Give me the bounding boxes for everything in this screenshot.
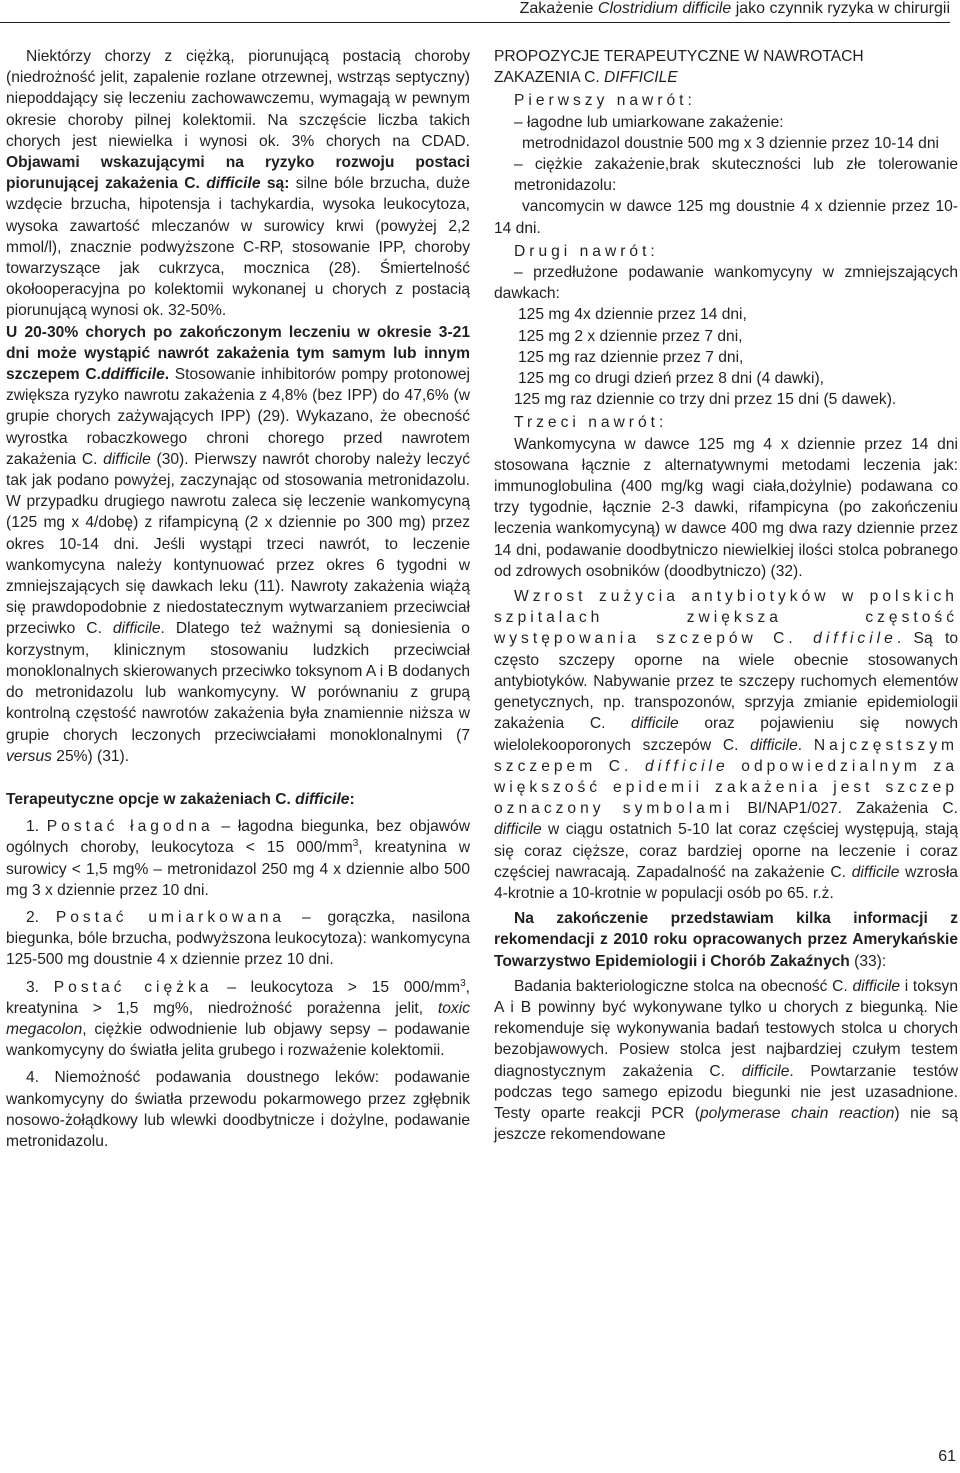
header-title-post: jako czynnik ryzyka w chirurgii xyxy=(731,0,950,17)
subheading-first-relapse xyxy=(494,90,958,111)
text: difficile xyxy=(851,863,900,881)
text: Wzrost zużycia antybiotyków w polskich szpitalach zwiększa częstość występowania szczepów C. xyxy=(494,588,958,648)
text: difficile xyxy=(206,175,261,193)
first-relapse-mild xyxy=(494,112,958,133)
text: difficile xyxy=(103,450,151,468)
list-item-mild xyxy=(6,816,470,901)
text: 125 mg raz dziennie przez 7 dni, xyxy=(518,348,744,366)
text: 3 xyxy=(460,977,466,989)
text: Objawami wskazującymi na ryzyko rozwoju postaci piorunującej zakażenia C. xyxy=(6,154,470,193)
second-relapse-step-last xyxy=(494,389,958,410)
text: difficile xyxy=(852,977,901,995)
text: 125 mg co drugi dzień przez 8 dni (4 dawki), xyxy=(518,370,824,388)
text: DIFFICILE xyxy=(604,69,678,87)
text: . Dlatego też ważnymi są doniesienia o korzystnym, klinicznym stosowaniu ludzkich przeciwciał monoklonalnych skierowanych przeciwko toksynom A i B dodanych do metronidazolu lub wankomycyny. W porównaniu z grupą kontrolną częstość nawrotów zakażenia była znamiennie niższa w grupie chorych leczonych przeciwciałami monoklonalnymi (7 xyxy=(6,620,470,744)
list-item-moderate xyxy=(6,907,470,971)
text: Stosowanie inhibitorów pompy protonowej zwiększa ryzyko nawrotu zakażenia z 4,8% (bez IPP) do 47,6% (w grupie chorych zażywających IPP) (29). Wykazano, że obecność wyrostka robaczkowego chroni chorego przed nawrotem zakażenia C. xyxy=(6,366,470,468)
text: 3. xyxy=(26,978,54,996)
text: 125 mg raz dziennie co trzy dni przez 15 dni (5 dawek). xyxy=(514,391,897,409)
text: – leukocytoza > 15 000/mm xyxy=(212,978,461,996)
text: ) nie są jeszcze rekomendowane xyxy=(494,1104,958,1144)
text: Badania bakteriologiczne stolca na obecność C. xyxy=(514,977,853,995)
text: ZAKAZENIA C. xyxy=(494,69,605,87)
text: Postać umiarkowana xyxy=(55,908,286,926)
page-number: 61 xyxy=(938,1448,956,1465)
text: ddifficile xyxy=(100,366,165,384)
text: 125 mg 4x dziennie przez 14 dni, xyxy=(518,306,747,324)
section-heading-therapy xyxy=(6,789,470,810)
first-relapse-mild-dose xyxy=(494,133,958,154)
text: Wankomycyna w dawce 125 mg 4 x dziennie przez 14 dni stosowana łącznie z alternatywnymi metodami leczenia jak: immunoglobulina (400 mg/kg wagi ciała,dożylnie) podawana co trzy tygodnie, łącznie 2-3 dawki, rifampicyna (po zakończeniu leczenia wankomycyną) w dawce 400 mg dwa razy dziennie przez 14 dni, podawanie doodbytniczo niewielkiej ilości stolca pobranego od zdrowych osobników (doodbytniczo) (32). xyxy=(494,435,958,580)
second-relapse-step xyxy=(494,368,958,389)
paragraph-antibiotic-use xyxy=(494,586,958,904)
text: Postać ciężka xyxy=(53,978,213,996)
text: difficile xyxy=(295,790,350,808)
text: , kreatynina > 1,5 mg%, niedrożność porażenna jelit, xyxy=(6,978,470,1017)
text: difficile xyxy=(741,1062,790,1080)
text: 1. xyxy=(26,818,47,836)
third-relapse-text xyxy=(494,434,958,582)
text: Trzeci nawrót: xyxy=(514,414,668,432)
text: – przedłużone podawanie wankomycyny w zmniejszających dawkach: xyxy=(494,264,958,303)
text: (33): xyxy=(849,952,887,970)
paragraph-recommendations-intro xyxy=(494,908,958,972)
text: w ciągu ostatnich 5-10 lat coraz częściej występują, stają się coraz cięższe, coraz bardziej oporne na leczenie i coraz częściej nawracają. Zapadalność na zakażenie C. xyxy=(494,821,958,881)
text: BI/NAP1/027. Zakażenia C. xyxy=(733,800,958,818)
text: versus xyxy=(6,747,52,765)
text: Niektórzy chorzy z ciężką, piorunującą postacią choroby (niedrożność jelit, zapalenie rozlane otrzewnej, wstrząs septyczny) niepoddający się leczeniu zachowawczemu, wymagają w pewnym okresie choroby pilnej kolektomii. Na szczęście liczba takich chorych jest niewielka i wynosi ok. 3% chorych na CDAD. xyxy=(6,48,470,150)
text: difficile xyxy=(750,736,798,754)
subheading-third-relapse xyxy=(494,412,958,433)
text: toxic megacolon xyxy=(6,999,470,1038)
text: Drugi nawrót: xyxy=(514,242,659,260)
right-column xyxy=(494,46,958,1145)
text: 125 mg 2 x dziennie przez 7 dni, xyxy=(518,327,743,345)
first-relapse-severe-dose xyxy=(494,196,958,238)
text: Terapeutyczne opcje w zakażeniach C. xyxy=(6,790,296,808)
header-title-italic: Clostridium difficile xyxy=(597,0,732,17)
paragraph-relapse xyxy=(6,322,470,767)
text: oraz pojawieniu się nowych wielolekooporonych szczepów C. xyxy=(494,715,958,754)
text: difficile xyxy=(631,715,679,733)
left-column xyxy=(6,46,470,1152)
text: . xyxy=(797,736,814,754)
text: – ciężkie zakażenie,brak skuteczności lub złe tolerowanie metronidazolu: xyxy=(514,156,958,195)
text: difficile xyxy=(813,630,897,648)
text: są: xyxy=(260,175,290,193)
text: U 20-30% chorych po zakończonym leczeniu w okresie 3-21 dni może wystąpić nawrót zakażenia tym samym lub innym szczepem C. xyxy=(6,323,470,384)
text: 2. xyxy=(26,908,56,926)
subheading-second-relapse xyxy=(494,241,958,262)
text: Postać łagodna xyxy=(46,818,214,836)
text: Najczęstszym szczepem C. xyxy=(494,736,958,775)
text: vancomycin w dawce 125 mg doustnie 4 x dziennie przez 10-14 dni. xyxy=(494,198,958,237)
text: , kreatynina w surowicy < 1,5 mg% – metronidazol 250 mg 4 x dziennie albo 500 mg 3 x dziennie przez 10 dni. xyxy=(6,839,470,899)
list-item-severe xyxy=(6,977,470,1062)
header-title-pre: Zakażenie xyxy=(519,0,598,17)
text: difficile xyxy=(112,620,161,638)
text: odpowiedzialnym za większość epidemii zakażenia jest szczep oznaczony symbolami xyxy=(494,757,958,818)
text: (30). Pierwszy nawrót choroby należy leczyć tak jak podano powyżej, zaczynając od stosowania metronidazolu. W przypadku drugiego nawrotu zaleca się leczenie wankomycyną (125 mg x 4/dobę) z rifampicyną (2 x dziennie po 300 mg) przez okres 10-14 dni. Jeśli wystąpi trzeci nawrót, to leczenie wankomycyna należy kontynuować przez okres 6 tygodni w zmniejszających się dawkach leku (11). Nawroty zakażenia wiążą się prawdopodobnie z niedostatecznym wytwarzaniem przeciwciał przeciwko C. xyxy=(6,450,470,638)
text: – łagodna biegunka, bez objawów ogólnych choroby, leukocytoza < 15 000/mm xyxy=(6,818,470,857)
text: : xyxy=(349,790,355,808)
text: difficile xyxy=(494,821,542,839)
text: 4. Niemożność podawania doustnego leków: podawanie wankomycyny do światła przewodu pokarmowego przez zgłębnik nosowo-żołądkowy lub wlewki doodbytnicze i dożylne, podawanie metronidazolu. xyxy=(6,1069,470,1150)
paragraph-fulminant xyxy=(6,46,470,322)
paragraph-bacteriology xyxy=(494,976,958,1146)
section-title-relapse xyxy=(494,46,958,88)
text: polymerase chain reaction xyxy=(699,1104,895,1122)
text: , ciężkie odwodnienie lub objawy sepsy – podawanie wankomycyny do światła jelita grubego i rozważenie kolektomii. xyxy=(6,1020,470,1060)
text: . Powtarzanie testów podczas tego samego epizodu biegunki nie jest uzasadnione. Testy oparte reakcji PCR ( xyxy=(494,1062,958,1122)
second-relapse-step xyxy=(494,347,958,368)
list-item-no-oral xyxy=(6,1067,470,1152)
text: wzrosła 4-krotnie a 10-krotnie w populacji osób po 65. r.ż. xyxy=(494,863,958,902)
first-relapse-severe xyxy=(494,154,958,196)
text: PROPOZYCJE TERAPEUTYCZNE W NAWROTACH xyxy=(494,48,864,65)
text: 25%) (31). xyxy=(51,747,130,765)
second-relapse-taper xyxy=(494,262,958,304)
text: 3 xyxy=(352,838,359,850)
second-relapse-step xyxy=(494,326,958,347)
text: Na zakończenie przedstawiam kilka informacji z rekomendacji z 2010 roku opracowanych przez Amerykańskie Towarzystwo Epidemiologii i Chorób Zakaźnych xyxy=(494,910,958,970)
text: Pierwszy nawrót: xyxy=(514,92,696,110)
running-header xyxy=(0,0,950,23)
text: . xyxy=(164,366,170,384)
text: metrodnidazol doustnie 500 mg x 3 dziennie przez 10-14 dni xyxy=(522,134,939,152)
text: difficile xyxy=(645,757,729,775)
text: silne bóle brzucha, duże wzdęcie brzucha, hipotensja i tachykardia, wysoka leukocytoza, wysoka zawartość mleczanów w surowicy krwi (powyżej 2,2 mmol/l), znacznie podwyższone C-RP, stosowanie IPP, choroby towarzyszące jak cukrzyca, mocznica (28). Śmiertelność okołooperacyjna po kolektomii wykonanej u chorych z postacią piorunującą wynosi ok. 32-50%. xyxy=(6,175,470,320)
text: i toksyn A i B powinny być wykonywane tylko u chorych z biegunką. Nie rekomenduje się wykonywania badań testowych stolca u chorych bezobjawowych. Posiew stolca jest najbardziej czułym testem diagnostycznym zakażenia C. xyxy=(494,977,959,1080)
text: . Są to często szczepy oporne na wiele obecnie stosowanych antybiotyków. Nabywanie przez te szczepy ruchomych elementów genetycznych, np. transpozonów, sprzyja zmianie epidemiologii zakażenia C. xyxy=(494,630,958,733)
text: – łagodne lub umiarkowane zakażenie: xyxy=(514,113,784,131)
text: – gorączka, nasilona biegunka, bóle brzucha, podwyższona leukocytoza): wankomycyna 125-500 mg doustnie 4 x dziennie przez 10 dni. xyxy=(6,908,470,969)
second-relapse-step xyxy=(494,304,958,325)
